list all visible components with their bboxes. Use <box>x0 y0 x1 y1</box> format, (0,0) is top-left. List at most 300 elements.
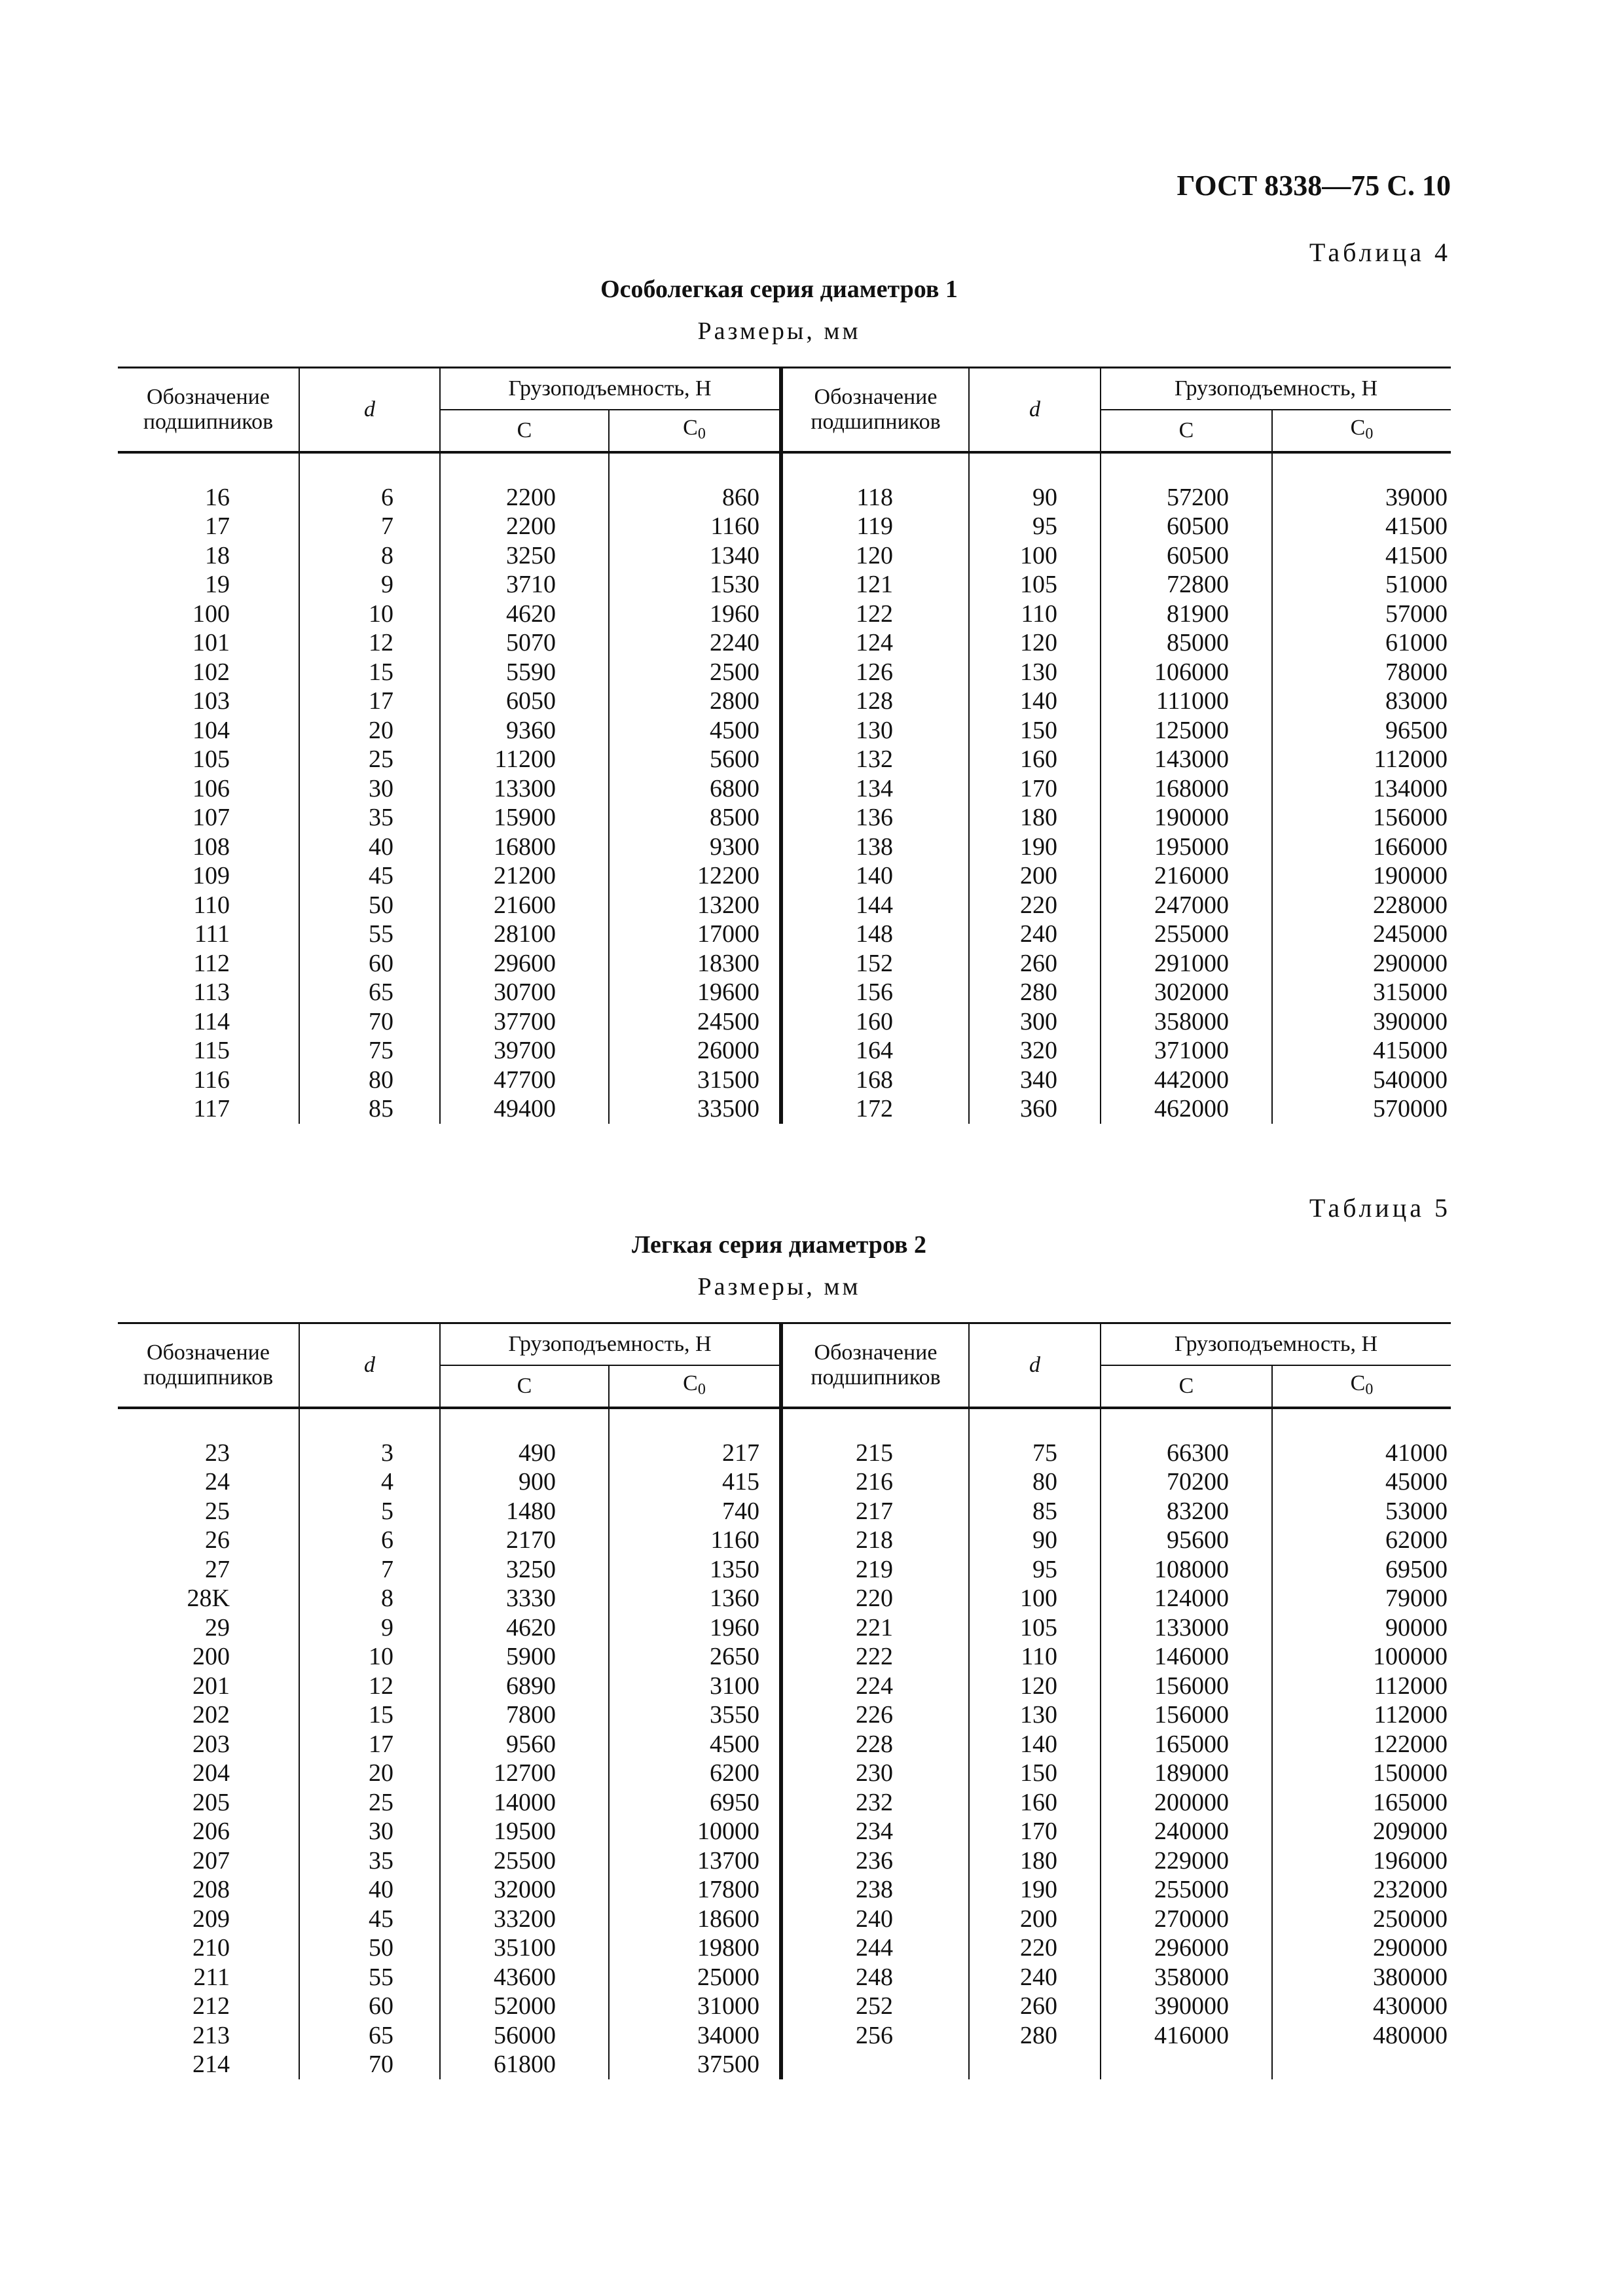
table-row <box>118 745 1451 774</box>
bore-diameter-cell: 110 <box>969 1642 1101 1672</box>
table-row <box>118 920 1451 949</box>
static-load-cell: 69500 <box>1272 1555 1451 1585</box>
static-load-cell: 1960 <box>609 1613 781 1643</box>
table-row <box>118 687 1451 716</box>
bore-diameter-cell: 55 <box>299 920 440 949</box>
table-row <box>118 1875 1451 1905</box>
c0-header: $C_0$ <box>609 410 781 452</box>
bore-diameter-cell: 12 <box>299 628 440 658</box>
table-5 <box>118 1322 1451 2079</box>
d-header: d <box>299 1323 440 1408</box>
bore-diameter-cell: 55 <box>299 1963 440 1992</box>
table-row <box>118 1584 1451 1613</box>
bore-diameter-cell: 6 <box>299 483 440 512</box>
dynamic-load-cell: 4620 <box>440 1613 609 1643</box>
static-load-cell: 33500 <box>609 1094 781 1124</box>
table-row <box>118 803 1451 833</box>
bore-diameter-cell: 30 <box>299 1817 440 1846</box>
bearing-designation-cell: 27 <box>118 1555 299 1585</box>
bore-diameter-cell: 140 <box>969 1730 1101 1759</box>
dynamic-load-cell: 33200 <box>440 1905 609 1934</box>
static-load-cell: 100000 <box>1272 1642 1451 1672</box>
bearing-designation-cell: 18 <box>118 541 299 571</box>
static-load-cell: 209000 <box>1272 1817 1451 1846</box>
header-divider <box>118 1408 1451 1439</box>
bore-diameter-cell: 35 <box>299 803 440 833</box>
bearing-designation-cell: 106 <box>118 774 299 804</box>
dynamic-load-cell: 358000 <box>1101 1963 1272 1992</box>
dynamic-load-cell: 6890 <box>440 1672 609 1701</box>
bearing-designation-cell: 118 <box>781 483 969 512</box>
bore-diameter-cell: 9 <box>299 1613 440 1643</box>
bearing-designation-cell: 28K <box>118 1584 299 1613</box>
bearing-designation-cell: 238 <box>781 1875 969 1905</box>
dynamic-load-cell: 6050 <box>440 687 609 716</box>
dynamic-load-cell: 14000 <box>440 1788 609 1818</box>
bore-diameter-cell: 70 <box>299 1007 440 1037</box>
static-load-cell: 10000 <box>609 1817 781 1846</box>
bearing-designation-cell: 217 <box>781 1497 969 1526</box>
bore-diameter-cell: 15 <box>299 658 440 687</box>
bearing-designation-cell: 16 <box>118 483 299 512</box>
bore-diameter-cell: 130 <box>969 658 1101 687</box>
dynamic-load-cell: 133000 <box>1101 1613 1272 1643</box>
bore-diameter-cell: 17 <box>299 1730 440 1759</box>
table-row <box>118 600 1451 629</box>
bore-diameter-cell: 100 <box>969 1584 1101 1613</box>
bore-diameter-cell: 110 <box>969 600 1101 629</box>
static-load-cell: 1530 <box>609 570 781 600</box>
table-row <box>118 1439 1451 1468</box>
dynamic-load-cell: 156000 <box>1101 1700 1272 1730</box>
static-load-cell: 96500 <box>1272 716 1451 745</box>
bearing-designation-cell: 152 <box>781 949 969 978</box>
table-4-body <box>118 452 1451 1124</box>
table-row <box>118 1700 1451 1730</box>
table-row <box>118 1759 1451 1788</box>
static-load-cell: 19800 <box>609 1933 781 1963</box>
table-5-units: Размеры, мм <box>697 1273 861 1300</box>
table-row <box>118 1933 1451 1963</box>
bore-diameter-cell: 105 <box>969 570 1101 600</box>
bore-diameter-cell: 105 <box>969 1613 1101 1643</box>
static-load-cell: 570000 <box>1272 1094 1451 1124</box>
bore-diameter-cell: 220 <box>969 891 1101 920</box>
bearing-designation-cell: 134 <box>781 774 969 804</box>
dynamic-load-cell: 108000 <box>1101 1555 1272 1585</box>
static-load-cell: 390000 <box>1272 1007 1451 1037</box>
bearing-designation-cell: 114 <box>118 1007 299 1037</box>
bore-diameter-cell: 12 <box>299 1672 440 1701</box>
bearing-designation-cell: 117 <box>118 1094 299 1124</box>
bore-diameter-cell: 150 <box>969 1759 1101 1788</box>
table-row <box>118 1094 1451 1124</box>
table-4-title: Особолегкая серия диаметров 1 <box>600 276 958 303</box>
static-load-cell: 13200 <box>609 891 781 920</box>
static-load-cell: 156000 <box>1272 803 1451 833</box>
table-row <box>118 1817 1451 1846</box>
bearing-designation-cell: 19 <box>118 570 299 600</box>
bore-diameter-cell: 17 <box>299 687 440 716</box>
table-row <box>118 1963 1451 1992</box>
static-load-cell: 41500 <box>1272 512 1451 541</box>
bearing-designation-cell: 200 <box>118 1642 299 1672</box>
dynamic-load-cell: 47700 <box>440 1066 609 1095</box>
bearing-designation-cell: 208 <box>118 1875 299 1905</box>
bearing-designation-cell: 234 <box>781 1817 969 1846</box>
bearing-designation-cell: 119 <box>781 512 969 541</box>
bearing-designation-cell: 168 <box>781 1066 969 1095</box>
bore-diameter-cell: 20 <box>299 1759 440 1788</box>
dynamic-load-cell: 371000 <box>1101 1036 1272 1066</box>
static-load-cell: 90000 <box>1272 1613 1451 1643</box>
static-load-cell: 2800 <box>609 687 781 716</box>
dynamic-load-cell: 28100 <box>440 920 609 949</box>
bearing-designation-cell: 212 <box>118 1992 299 2021</box>
bearing-designation-cell: 25 <box>118 1497 299 1526</box>
static-load-cell: 415000 <box>1272 1036 1451 1066</box>
table-4 <box>118 367 1451 1124</box>
bearing-designation-cell: 228 <box>781 1730 969 1759</box>
static-load-cell: 6800 <box>609 774 781 804</box>
static-load-cell: 2500 <box>609 658 781 687</box>
static-load-cell: 232000 <box>1272 1875 1451 1905</box>
load-capacity-header: Грузоподъемность, Н <box>1101 1323 1451 1366</box>
dynamic-load-cell: 1480 <box>440 1497 609 1526</box>
bore-diameter-cell: 10 <box>299 600 440 629</box>
static-load-cell: 18600 <box>609 1905 781 1934</box>
dynamic-load-cell: 216000 <box>1101 861 1272 891</box>
dynamic-load-cell: 3710 <box>440 570 609 600</box>
dynamic-load-cell: 195000 <box>1101 833 1272 862</box>
bearing-designation-cell: 144 <box>781 891 969 920</box>
dynamic-load-cell: 111000 <box>1101 687 1272 716</box>
dynamic-load-cell: 229000 <box>1101 1846 1272 1876</box>
bore-diameter-cell: 320 <box>969 1036 1101 1066</box>
bore-diameter-cell: 180 <box>969 1846 1101 1876</box>
static-load-cell: 150000 <box>1272 1759 1451 1788</box>
c-header: C <box>440 410 609 452</box>
static-load-cell: 860 <box>609 483 781 512</box>
bearing-designation-cell: 111 <box>118 920 299 949</box>
bearing-designation-cell: 112 <box>118 949 299 978</box>
dynamic-load-cell: 143000 <box>1101 745 1272 774</box>
bore-diameter-cell: 70 <box>299 2050 440 2079</box>
dynamic-load-cell: 12700 <box>440 1759 609 1788</box>
bore-diameter-cell: 75 <box>299 1036 440 1066</box>
bore-diameter-cell: 360 <box>969 1094 1101 1124</box>
dynamic-load-cell: 85000 <box>1101 628 1272 658</box>
dynamic-load-cell: 5070 <box>440 628 609 658</box>
bearing-designation-cell: 128 <box>781 687 969 716</box>
dynamic-load-cell: 39700 <box>440 1036 609 1066</box>
dynamic-load-cell: 3250 <box>440 541 609 571</box>
static-load-cell: 1960 <box>609 600 781 629</box>
dynamic-load-cell: 125000 <box>1101 716 1272 745</box>
dynamic-load-cell: 4620 <box>440 600 609 629</box>
dynamic-load-cell <box>1101 2050 1272 2079</box>
static-load-cell: 112000 <box>1272 1700 1451 1730</box>
bore-diameter-cell: 140 <box>969 687 1101 716</box>
bearing-designation-cell: 109 <box>118 861 299 891</box>
table-row <box>118 1467 1451 1497</box>
static-load-cell: 3550 <box>609 1700 781 1730</box>
dynamic-load-cell: 3330 <box>440 1584 609 1613</box>
table-5-label: Таблица 5 <box>1309 1193 1451 1223</box>
static-load-cell: 290000 <box>1272 1933 1451 1963</box>
table-row <box>118 833 1451 862</box>
dynamic-load-cell: 5900 <box>440 1642 609 1672</box>
dynamic-load-cell: 240000 <box>1101 1817 1272 1846</box>
static-load-cell: 1340 <box>609 541 781 571</box>
bearing-designation-cell: 209 <box>118 1905 299 1934</box>
bore-diameter-cell: 4 <box>299 1467 440 1497</box>
bore-diameter-cell: 45 <box>299 861 440 891</box>
bore-diameter-cell: 90 <box>969 1526 1101 1555</box>
table-5-title: Легкая серия диаметров 2 <box>631 1231 927 1259</box>
bearing-designation-cell: 17 <box>118 512 299 541</box>
bearing-designation-cell: 105 <box>118 745 299 774</box>
static-load-cell: 39000 <box>1272 483 1451 512</box>
static-load-cell: 19600 <box>609 978 781 1007</box>
bearing-designation-cell: 138 <box>781 833 969 862</box>
static-load-cell: 6950 <box>609 1788 781 1818</box>
d-header: d <box>299 368 440 453</box>
static-load-cell: 430000 <box>1272 1992 1451 2021</box>
dynamic-load-cell: 16800 <box>440 833 609 862</box>
static-load-cell: 18300 <box>609 949 781 978</box>
table-row <box>118 628 1451 658</box>
bearing-designation-cell: 256 <box>781 2021 969 2051</box>
dynamic-load-cell: 302000 <box>1101 978 1272 1007</box>
dynamic-load-cell: 60500 <box>1101 512 1272 541</box>
dynamic-load-cell: 490 <box>440 1439 609 1468</box>
bore-diameter-cell: 150 <box>969 716 1101 745</box>
bearing-designation-cell: 244 <box>781 1933 969 1963</box>
dynamic-load-cell: 358000 <box>1101 1007 1272 1037</box>
dynamic-load-cell: 35100 <box>440 1933 609 1963</box>
bore-diameter-cell: 280 <box>969 2021 1101 2051</box>
static-load-cell: 4500 <box>609 1730 781 1759</box>
static-load-cell: 1350 <box>609 1555 781 1585</box>
bore-diameter-cell: 3 <box>299 1439 440 1468</box>
bore-diameter-cell: 6 <box>299 1526 440 1555</box>
bore-diameter-cell: 160 <box>969 745 1101 774</box>
bore-diameter-cell: 25 <box>299 1788 440 1818</box>
bearing-designation-cell: 211 <box>118 1963 299 1992</box>
bearing-designation-cell: 120 <box>781 541 969 571</box>
table-row <box>118 1526 1451 1555</box>
static-load-cell: 24500 <box>609 1007 781 1037</box>
static-load-cell: 1160 <box>609 512 781 541</box>
bore-diameter-cell: 7 <box>299 512 440 541</box>
static-load-cell: 13700 <box>609 1846 781 1876</box>
bore-diameter-cell: 95 <box>969 512 1101 541</box>
bore-diameter-cell: 240 <box>969 920 1101 949</box>
dynamic-load-cell: 7800 <box>440 1700 609 1730</box>
bore-diameter-cell: 5 <box>299 1497 440 1526</box>
table-row <box>118 1642 1451 1672</box>
bearing-designation-cell: 108 <box>118 833 299 862</box>
c0-header: $C_0$ <box>1272 410 1451 452</box>
bearing-designation-cell: 122 <box>781 600 969 629</box>
static-load-cell: 190000 <box>1272 861 1451 891</box>
bearing-designation-cell: 107 <box>118 803 299 833</box>
bore-diameter-cell: 45 <box>299 1905 440 1934</box>
dynamic-load-cell: 95600 <box>1101 1526 1272 1555</box>
dynamic-load-cell: 56000 <box>440 2021 609 2051</box>
dynamic-load-cell: 70200 <box>1101 1467 1272 1497</box>
bore-diameter-cell: 260 <box>969 1992 1101 2021</box>
static-load-cell: 1360 <box>609 1584 781 1613</box>
bore-diameter-cell: 240 <box>969 1963 1101 1992</box>
bore-diameter-cell: 260 <box>969 949 1101 978</box>
table-row <box>118 861 1451 891</box>
dynamic-load-cell: 390000 <box>1101 1992 1272 2021</box>
static-load-cell: 196000 <box>1272 1846 1451 1876</box>
static-load-cell: 480000 <box>1272 2021 1451 2051</box>
load-capacity-header: Грузоподъемность, Н <box>440 1323 781 1366</box>
table-5-header <box>118 1323 1451 1408</box>
dynamic-load-cell: 900 <box>440 1467 609 1497</box>
static-load-cell: 34000 <box>609 2021 781 2051</box>
table-row <box>118 1497 1451 1526</box>
table-row <box>118 1992 1451 2021</box>
table-row <box>118 1672 1451 1701</box>
static-load-cell: 415 <box>609 1467 781 1497</box>
static-load-cell: 2650 <box>609 1642 781 1672</box>
bearing-designation-cell: 222 <box>781 1642 969 1672</box>
static-load-cell: 315000 <box>1272 978 1451 1007</box>
table-row <box>118 2021 1451 2051</box>
static-load-cell: 228000 <box>1272 891 1451 920</box>
static-load-cell: 2240 <box>609 628 781 658</box>
bore-diameter-cell: 8 <box>299 1584 440 1613</box>
bore-diameter-cell: 130 <box>969 1700 1101 1730</box>
c-header: C <box>1101 410 1272 452</box>
bearing-designation-cell: 202 <box>118 1700 299 1730</box>
load-capacity-header: Грузоподъемность, Н <box>440 368 781 410</box>
bearing-designation-cell: 206 <box>118 1817 299 1846</box>
bearing-designation-cell: 24 <box>118 1467 299 1497</box>
dynamic-load-cell: 37700 <box>440 1007 609 1037</box>
bore-diameter-cell: 80 <box>969 1467 1101 1497</box>
dynamic-load-cell: 2170 <box>440 1526 609 1555</box>
bearing-designation-cell: 240 <box>781 1905 969 1934</box>
dynamic-load-cell: 11200 <box>440 745 609 774</box>
dynamic-load-cell: 296000 <box>1101 1933 1272 1963</box>
static-load-cell: 5600 <box>609 745 781 774</box>
bearing-designation-cell: 140 <box>781 861 969 891</box>
static-load-cell: 12200 <box>609 861 781 891</box>
table-row <box>118 1066 1451 1095</box>
header-divider <box>118 452 1451 483</box>
dynamic-load-cell: 83200 <box>1101 1497 1272 1526</box>
bearing-designation-cell: 164 <box>781 1036 969 1066</box>
bore-diameter-cell <box>969 2050 1101 2079</box>
static-load-cell: 4500 <box>609 716 781 745</box>
bore-diameter-cell: 120 <box>969 628 1101 658</box>
table-row <box>118 978 1451 1007</box>
table-row <box>118 716 1451 745</box>
bearing-designation-cell: 201 <box>118 1672 299 1701</box>
static-load-cell: 1160 <box>609 1526 781 1555</box>
static-load-cell: 9300 <box>609 833 781 862</box>
static-load-cell: 41500 <box>1272 541 1451 571</box>
dynamic-load-cell: 13300 <box>440 774 609 804</box>
d-header: d <box>969 368 1101 453</box>
static-load-cell: 26000 <box>609 1036 781 1066</box>
bearing-designation-cell: 252 <box>781 1992 969 2021</box>
c0-header: $C_0$ <box>1272 1365 1451 1408</box>
dynamic-load-cell: 5590 <box>440 658 609 687</box>
bore-diameter-cell: 8 <box>299 541 440 571</box>
bore-diameter-cell: 300 <box>969 1007 1101 1037</box>
static-load-cell <box>1272 2050 1451 2079</box>
bore-diameter-cell: 180 <box>969 803 1101 833</box>
static-load-cell: 45000 <box>1272 1467 1451 1497</box>
static-load-cell: 8500 <box>609 803 781 833</box>
static-load-cell: 62000 <box>1272 1526 1451 1555</box>
dynamic-load-cell: 189000 <box>1101 1759 1272 1788</box>
bearing-designation-cell: 100 <box>118 600 299 629</box>
table-row <box>118 1613 1451 1643</box>
dynamic-load-cell: 57200 <box>1101 483 1272 512</box>
bore-diameter-cell: 75 <box>969 1439 1101 1468</box>
table-4-label: Таблица 4 <box>1309 238 1451 267</box>
static-load-cell: 37500 <box>609 2050 781 2079</box>
bearing-designation-cell: 207 <box>118 1846 299 1876</box>
bearing-designation-cell: 204 <box>118 1759 299 1788</box>
static-load-cell: 51000 <box>1272 570 1451 600</box>
bore-diameter-cell: 50 <box>299 891 440 920</box>
bore-diameter-cell: 10 <box>299 1642 440 1672</box>
dynamic-load-cell: 106000 <box>1101 658 1272 687</box>
bore-diameter-cell: 220 <box>969 1933 1101 1963</box>
bore-diameter-cell: 200 <box>969 861 1101 891</box>
bore-diameter-cell: 35 <box>299 1846 440 1876</box>
static-load-cell: 31000 <box>609 1992 781 2021</box>
c-header: C <box>440 1365 609 1408</box>
static-load-cell: 79000 <box>1272 1584 1451 1613</box>
static-load-cell: 380000 <box>1272 1963 1451 1992</box>
bore-diameter-cell: 60 <box>299 949 440 978</box>
bearing-designation-cell: 124 <box>781 628 969 658</box>
bearing-designation-cell: 220 <box>781 1584 969 1613</box>
bore-diameter-cell: 90 <box>969 483 1101 512</box>
static-load-cell: 166000 <box>1272 833 1451 862</box>
static-load-cell: 17000 <box>609 920 781 949</box>
bearing-designation-cell: 218 <box>781 1526 969 1555</box>
bore-diameter-cell: 85 <box>299 1094 440 1124</box>
static-load-cell: 78000 <box>1272 658 1451 687</box>
static-load-cell: 245000 <box>1272 920 1451 949</box>
bore-diameter-cell: 280 <box>969 978 1101 1007</box>
dynamic-load-cell: 2200 <box>440 512 609 541</box>
dynamic-load-cell: 61800 <box>440 2050 609 2079</box>
c-header: C <box>1101 1365 1272 1408</box>
static-load-cell: 6200 <box>609 1759 781 1788</box>
static-load-cell: 134000 <box>1272 774 1451 804</box>
static-load-cell: 53000 <box>1272 1497 1451 1526</box>
dynamic-load-cell: 72800 <box>1101 570 1272 600</box>
bore-diameter-cell: 40 <box>299 1875 440 1905</box>
dynamic-load-cell: 29600 <box>440 949 609 978</box>
bore-diameter-cell: 100 <box>969 541 1101 571</box>
bearing-designation-cell: 156 <box>781 978 969 1007</box>
static-load-cell: 31500 <box>609 1066 781 1095</box>
bore-diameter-cell: 25 <box>299 745 440 774</box>
